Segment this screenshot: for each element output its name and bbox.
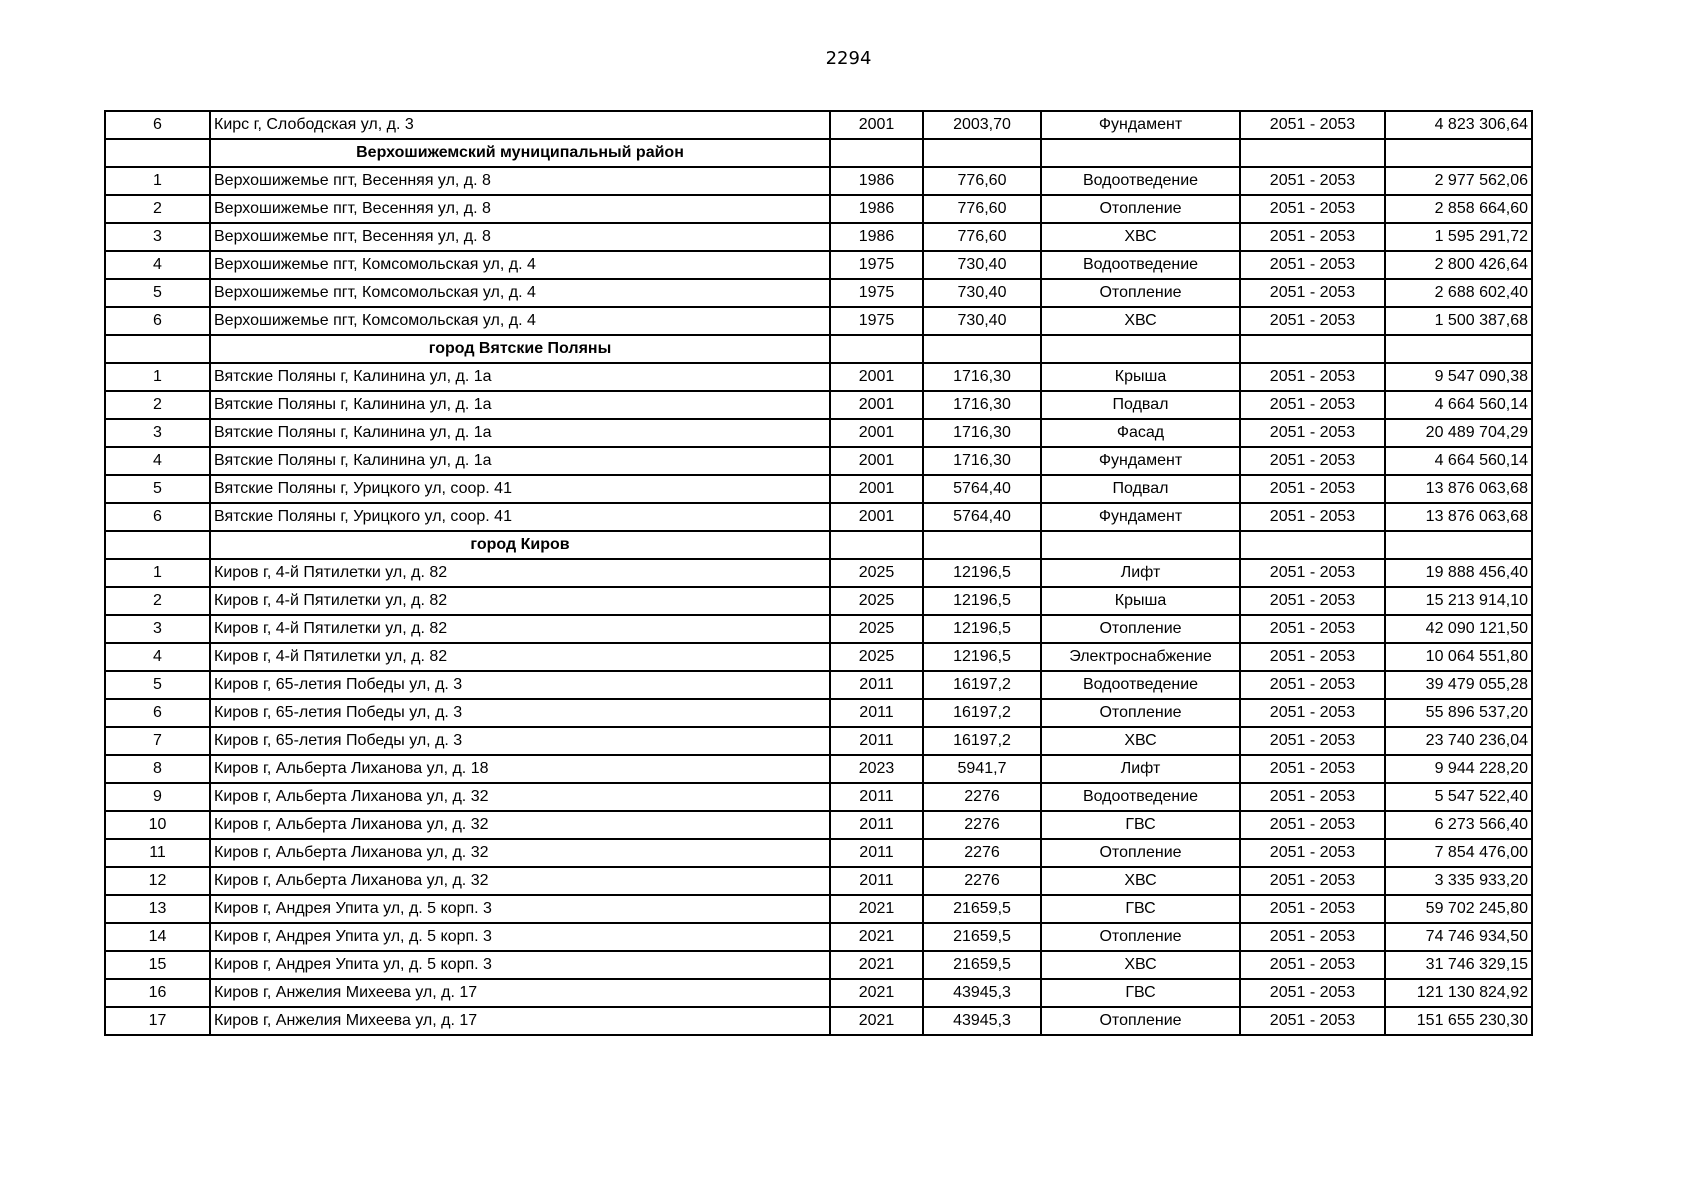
table-row — [105, 167, 1532, 195]
period-cell: 2051 - 2053 — [1240, 867, 1385, 895]
row-number-cell: 16 — [105, 979, 210, 1007]
address-cell: Киров г, Анжелия Михеева ул, д. 17 — [210, 979, 830, 1007]
work-type-cell: ХВС — [1041, 951, 1240, 979]
period-cell: 2051 - 2053 — [1240, 195, 1385, 223]
year-cell: 2011 — [830, 867, 923, 895]
empty-cell — [1041, 531, 1240, 559]
table-row — [105, 391, 1532, 419]
cost-cell: 20 489 704,29 — [1385, 419, 1532, 447]
table-row — [105, 307, 1532, 335]
year-cell: 2021 — [830, 895, 923, 923]
address-cell: Киров г, 4-й Пятилетки ул, д. 82 — [210, 587, 830, 615]
year-cell: 2021 — [830, 1007, 923, 1035]
table-row — [105, 867, 1532, 895]
period-cell: 2051 - 2053 — [1240, 615, 1385, 643]
row-number-cell: 2 — [105, 195, 210, 223]
work-type-cell: Электроснабжение — [1041, 643, 1240, 671]
empty-cell — [1385, 531, 1532, 559]
table-row — [105, 699, 1532, 727]
cost-cell: 31 746 329,15 — [1385, 951, 1532, 979]
cost-cell: 10 064 551,80 — [1385, 643, 1532, 671]
area-cell: 43945,3 — [923, 979, 1041, 1007]
row-number-cell: 13 — [105, 895, 210, 923]
address-cell: Киров г, 65-летия Победы ул, д. 3 — [210, 699, 830, 727]
year-cell: 2021 — [830, 923, 923, 951]
work-type-cell: ГВС — [1041, 979, 1240, 1007]
row-number-cell: 6 — [105, 111, 210, 139]
empty-cell — [830, 335, 923, 363]
address-cell: Киров г, Альберта Лиханова ул, д. 32 — [210, 783, 830, 811]
empty-cell — [1385, 335, 1532, 363]
period-cell: 2051 - 2053 — [1240, 643, 1385, 671]
table-row — [105, 223, 1532, 251]
work-type-cell: Подвал — [1041, 391, 1240, 419]
section-header-row — [105, 335, 1532, 363]
area-cell: 2276 — [923, 783, 1041, 811]
empty-cell — [1240, 139, 1385, 167]
address-cell: Вятские Поляны г, Калинина ул, д. 1а — [210, 363, 830, 391]
table-row — [105, 783, 1532, 811]
area-cell: 730,40 — [923, 307, 1041, 335]
period-cell: 2051 - 2053 — [1240, 475, 1385, 503]
work-type-cell: ХВС — [1041, 307, 1240, 335]
period-cell: 2051 - 2053 — [1240, 587, 1385, 615]
area-cell: 21659,5 — [923, 951, 1041, 979]
row-number-cell: 6 — [105, 699, 210, 727]
year-cell: 1986 — [830, 167, 923, 195]
empty-cell — [830, 139, 923, 167]
cost-cell: 23 740 236,04 — [1385, 727, 1532, 755]
row-number-cell: 1 — [105, 167, 210, 195]
year-cell: 2021 — [830, 979, 923, 1007]
row-number-cell: 4 — [105, 251, 210, 279]
year-cell: 2001 — [830, 111, 923, 139]
table-row — [105, 111, 1532, 139]
area-cell: 2276 — [923, 867, 1041, 895]
area-cell: 5941,7 — [923, 755, 1041, 783]
row-number-cell: 8 — [105, 755, 210, 783]
empty-cell — [1240, 531, 1385, 559]
row-number-cell: 2 — [105, 587, 210, 615]
area-cell: 12196,5 — [923, 615, 1041, 643]
row-number-cell: 5 — [105, 671, 210, 699]
period-cell: 2051 - 2053 — [1240, 279, 1385, 307]
year-cell: 2011 — [830, 699, 923, 727]
year-cell: 2011 — [830, 839, 923, 867]
area-cell: 2003,70 — [923, 111, 1041, 139]
year-cell: 2021 — [830, 951, 923, 979]
year-cell: 2025 — [830, 559, 923, 587]
work-type-cell: ХВС — [1041, 727, 1240, 755]
address-cell: Киров г, Альберта Лиханова ул, д. 32 — [210, 867, 830, 895]
area-cell: 2276 — [923, 839, 1041, 867]
row-number-cell: 5 — [105, 279, 210, 307]
empty-cell — [1041, 335, 1240, 363]
section-title: город Киров — [210, 531, 830, 559]
area-cell: 16197,2 — [923, 699, 1041, 727]
row-number-cell: 10 — [105, 811, 210, 839]
section-header-row — [105, 139, 1532, 167]
year-cell: 2001 — [830, 363, 923, 391]
period-cell: 2051 - 2053 — [1240, 503, 1385, 531]
cost-cell: 2 688 602,40 — [1385, 279, 1532, 307]
row-number-cell: 1 — [105, 559, 210, 587]
period-cell: 2051 - 2053 — [1240, 951, 1385, 979]
area-cell: 12196,5 — [923, 643, 1041, 671]
address-cell: Вятские Поляны г, Урицкого ул, соор. 41 — [210, 503, 830, 531]
address-cell: Киров г, 4-й Пятилетки ул, д. 82 — [210, 643, 830, 671]
cost-cell: 7 854 476,00 — [1385, 839, 1532, 867]
area-cell: 12196,5 — [923, 559, 1041, 587]
row-number-cell: 4 — [105, 447, 210, 475]
table-row — [105, 503, 1532, 531]
work-type-cell: ХВС — [1041, 867, 1240, 895]
row-number-cell: 5 — [105, 475, 210, 503]
cost-cell: 121 130 824,92 — [1385, 979, 1532, 1007]
cost-cell: 151 655 230,30 — [1385, 1007, 1532, 1035]
cost-cell: 9 944 228,20 — [1385, 755, 1532, 783]
row-number-cell: 12 — [105, 867, 210, 895]
work-type-cell: Лифт — [1041, 755, 1240, 783]
table-row — [105, 839, 1532, 867]
year-cell: 2023 — [830, 755, 923, 783]
cost-cell: 15 213 914,10 — [1385, 587, 1532, 615]
table-body — [105, 111, 1532, 1035]
work-type-cell: Отопление — [1041, 615, 1240, 643]
area-cell: 2276 — [923, 811, 1041, 839]
table-row — [105, 1007, 1532, 1035]
work-type-cell: Фундамент — [1041, 111, 1240, 139]
period-cell: 2051 - 2053 — [1240, 363, 1385, 391]
table-row — [105, 475, 1532, 503]
cost-cell: 9 547 090,38 — [1385, 363, 1532, 391]
period-cell: 2051 - 2053 — [1240, 811, 1385, 839]
work-type-cell: Крыша — [1041, 363, 1240, 391]
table-row — [105, 979, 1532, 1007]
area-cell: 776,60 — [923, 223, 1041, 251]
table-row — [105, 615, 1532, 643]
work-type-cell: Крыша — [1041, 587, 1240, 615]
row-number-cell: 15 — [105, 951, 210, 979]
address-cell: Киров г, Анжелия Михеева ул, д. 17 — [210, 1007, 830, 1035]
work-type-cell: ГВС — [1041, 811, 1240, 839]
work-type-cell: Отопление — [1041, 839, 1240, 867]
table-row — [105, 195, 1532, 223]
work-type-cell: Отопление — [1041, 699, 1240, 727]
period-cell: 2051 - 2053 — [1240, 671, 1385, 699]
period-cell: 2051 - 2053 — [1240, 979, 1385, 1007]
cost-cell: 1 500 387,68 — [1385, 307, 1532, 335]
table-row — [105, 447, 1532, 475]
cost-cell: 19 888 456,40 — [1385, 559, 1532, 587]
cost-cell: 74 746 934,50 — [1385, 923, 1532, 951]
address-cell: Киров г, 65-летия Победы ул, д. 3 — [210, 727, 830, 755]
year-cell: 2025 — [830, 587, 923, 615]
cost-cell: 3 335 933,20 — [1385, 867, 1532, 895]
row-number-cell: 3 — [105, 223, 210, 251]
period-cell: 2051 - 2053 — [1240, 307, 1385, 335]
address-cell: Киров г, 4-й Пятилетки ул, д. 82 — [210, 615, 830, 643]
year-cell: 2011 — [830, 783, 923, 811]
table-row — [105, 419, 1532, 447]
empty-cell — [105, 531, 210, 559]
address-cell: Вятские Поляны г, Калинина ул, д. 1а — [210, 391, 830, 419]
address-cell: Киров г, Альберта Лиханова ул, д. 32 — [210, 811, 830, 839]
cost-cell: 5 547 522,40 — [1385, 783, 1532, 811]
work-type-cell: Отопление — [1041, 923, 1240, 951]
period-cell: 2051 - 2053 — [1240, 167, 1385, 195]
cost-cell: 59 702 245,80 — [1385, 895, 1532, 923]
address-cell: Киров г, Альберта Лиханова ул, д. 32 — [210, 839, 830, 867]
year-cell: 2001 — [830, 419, 923, 447]
address-cell: Киров г, 4-й Пятилетки ул, д. 82 — [210, 559, 830, 587]
year-cell: 1975 — [830, 279, 923, 307]
address-cell: Верхошижемье пгт, Комсомольская ул, д. 4 — [210, 279, 830, 307]
table-row — [105, 755, 1532, 783]
area-cell: 43945,3 — [923, 1007, 1041, 1035]
table-row — [105, 811, 1532, 839]
cost-cell: 1 595 291,72 — [1385, 223, 1532, 251]
period-cell: 2051 - 2053 — [1240, 755, 1385, 783]
cost-cell: 6 273 566,40 — [1385, 811, 1532, 839]
area-cell: 1716,30 — [923, 419, 1041, 447]
row-number-cell: 17 — [105, 1007, 210, 1035]
empty-cell — [923, 335, 1041, 363]
cost-cell: 13 876 063,68 — [1385, 475, 1532, 503]
section-header-row — [105, 531, 1532, 559]
address-cell: Киров г, 65-летия Победы ул, д. 3 — [210, 671, 830, 699]
period-cell: 2051 - 2053 — [1240, 1007, 1385, 1035]
section-title: Верхошижемский муниципальный район — [210, 139, 830, 167]
period-cell: 2051 - 2053 — [1240, 923, 1385, 951]
area-cell: 1716,30 — [923, 447, 1041, 475]
row-number-cell: 11 — [105, 839, 210, 867]
cost-cell: 2 858 664,60 — [1385, 195, 1532, 223]
address-cell: Вятские Поляны г, Калинина ул, д. 1а — [210, 447, 830, 475]
area-cell: 1716,30 — [923, 363, 1041, 391]
year-cell: 1975 — [830, 251, 923, 279]
section-title: город Вятские Поляны — [210, 335, 830, 363]
table-row — [105, 727, 1532, 755]
cost-cell: 2 800 426,64 — [1385, 251, 1532, 279]
empty-cell — [1385, 139, 1532, 167]
period-cell: 2051 - 2053 — [1240, 391, 1385, 419]
area-cell: 16197,2 — [923, 727, 1041, 755]
cost-cell: 55 896 537,20 — [1385, 699, 1532, 727]
work-type-cell: Фасад — [1041, 419, 1240, 447]
period-cell: 2051 - 2053 — [1240, 223, 1385, 251]
row-number-cell: 14 — [105, 923, 210, 951]
address-cell: Киров г, Альберта Лиханова ул, д. 18 — [210, 755, 830, 783]
period-cell: 2051 - 2053 — [1240, 783, 1385, 811]
year-cell: 2001 — [830, 391, 923, 419]
year-cell: 2001 — [830, 447, 923, 475]
year-cell: 2011 — [830, 671, 923, 699]
period-cell: 2051 - 2053 — [1240, 839, 1385, 867]
address-cell: Киров г, Андрея Упита ул, д. 5 корп. 3 — [210, 895, 830, 923]
cost-cell: 4 664 560,14 — [1385, 447, 1532, 475]
period-cell: 2051 - 2053 — [1240, 559, 1385, 587]
repair-schedule-table — [104, 110, 1533, 1036]
year-cell: 2011 — [830, 727, 923, 755]
work-type-cell: Подвал — [1041, 475, 1240, 503]
work-type-cell: Лифт — [1041, 559, 1240, 587]
table-row — [105, 279, 1532, 307]
empty-cell — [105, 335, 210, 363]
year-cell: 1986 — [830, 223, 923, 251]
row-number-cell: 7 — [105, 727, 210, 755]
table-row — [105, 587, 1532, 615]
year-cell: 2011 — [830, 811, 923, 839]
table-row — [105, 643, 1532, 671]
area-cell: 21659,5 — [923, 895, 1041, 923]
address-cell: Киров г, Андрея Упита ул, д. 5 корп. 3 — [210, 951, 830, 979]
period-cell: 2051 - 2053 — [1240, 111, 1385, 139]
work-type-cell: Водоотведение — [1041, 251, 1240, 279]
address-cell: Верхошижемье пгт, Комсомольская ул, д. 4 — [210, 307, 830, 335]
address-cell: Верхошижемье пгт, Весенняя ул, д. 8 — [210, 195, 830, 223]
address-cell: Вятские Поляны г, Калинина ул, д. 1а — [210, 419, 830, 447]
work-type-cell: Отопление — [1041, 1007, 1240, 1035]
area-cell: 1716,30 — [923, 391, 1041, 419]
empty-cell — [923, 531, 1041, 559]
work-type-cell: Фундамент — [1041, 503, 1240, 531]
work-type-cell: Фундамент — [1041, 447, 1240, 475]
work-type-cell: ГВС — [1041, 895, 1240, 923]
cost-cell: 42 090 121,50 — [1385, 615, 1532, 643]
period-cell: 2051 - 2053 — [1240, 895, 1385, 923]
area-cell: 16197,2 — [923, 671, 1041, 699]
work-type-cell: Отопление — [1041, 195, 1240, 223]
area-cell: 776,60 — [923, 195, 1041, 223]
cost-cell: 4 823 306,64 — [1385, 111, 1532, 139]
table-row — [105, 923, 1532, 951]
address-cell: Верхошижемье пгт, Весенняя ул, д. 8 — [210, 167, 830, 195]
year-cell: 1986 — [830, 195, 923, 223]
table-row — [105, 671, 1532, 699]
row-number-cell: 3 — [105, 419, 210, 447]
cost-cell: 13 876 063,68 — [1385, 503, 1532, 531]
year-cell: 1975 — [830, 307, 923, 335]
period-cell: 2051 - 2053 — [1240, 699, 1385, 727]
empty-cell — [1041, 139, 1240, 167]
period-cell: 2051 - 2053 — [1240, 419, 1385, 447]
table-row — [105, 895, 1532, 923]
period-cell: 2051 - 2053 — [1240, 727, 1385, 755]
row-number-cell: 4 — [105, 643, 210, 671]
work-type-cell: ХВС — [1041, 223, 1240, 251]
address-cell: Верхошижемье пгт, Весенняя ул, д. 8 — [210, 223, 830, 251]
row-number-cell: 6 — [105, 503, 210, 531]
area-cell: 730,40 — [923, 279, 1041, 307]
year-cell: 2025 — [830, 643, 923, 671]
table-row — [105, 251, 1532, 279]
address-cell: Верхошижемье пгт, Комсомольская ул, д. 4 — [210, 251, 830, 279]
row-number-cell: 1 — [105, 363, 210, 391]
area-cell: 776,60 — [923, 167, 1041, 195]
address-cell: Киров г, Андрея Упита ул, д. 5 корп. 3 — [210, 923, 830, 951]
row-number-cell: 2 — [105, 391, 210, 419]
year-cell: 2001 — [830, 475, 923, 503]
period-cell: 2051 - 2053 — [1240, 251, 1385, 279]
row-number-cell: 9 — [105, 783, 210, 811]
page-number: 2294 — [825, 48, 872, 69]
area-cell: 5764,40 — [923, 503, 1041, 531]
empty-cell — [830, 531, 923, 559]
cost-cell: 39 479 055,28 — [1385, 671, 1532, 699]
work-type-cell: Водоотведение — [1041, 167, 1240, 195]
address-cell: Вятские Поляны г, Урицкого ул, соор. 41 — [210, 475, 830, 503]
area-cell: 5764,40 — [923, 475, 1041, 503]
row-number-cell: 6 — [105, 307, 210, 335]
table-row — [105, 951, 1532, 979]
table-row — [105, 559, 1532, 587]
empty-cell — [923, 139, 1041, 167]
empty-cell — [1240, 335, 1385, 363]
table-row — [105, 363, 1532, 391]
work-type-cell: Водоотведение — [1041, 671, 1240, 699]
year-cell: 2025 — [830, 615, 923, 643]
work-type-cell: Отопление — [1041, 279, 1240, 307]
empty-cell — [105, 139, 210, 167]
period-cell: 2051 - 2053 — [1240, 447, 1385, 475]
area-cell: 730,40 — [923, 251, 1041, 279]
work-type-cell: Водоотведение — [1041, 783, 1240, 811]
cost-cell: 4 664 560,14 — [1385, 391, 1532, 419]
year-cell: 2001 — [830, 503, 923, 531]
row-number-cell: 3 — [105, 615, 210, 643]
area-cell: 21659,5 — [923, 923, 1041, 951]
cost-cell: 2 977 562,06 — [1385, 167, 1532, 195]
area-cell: 12196,5 — [923, 587, 1041, 615]
address-cell: Кирс г, Слободская ул, д. 3 — [210, 111, 830, 139]
